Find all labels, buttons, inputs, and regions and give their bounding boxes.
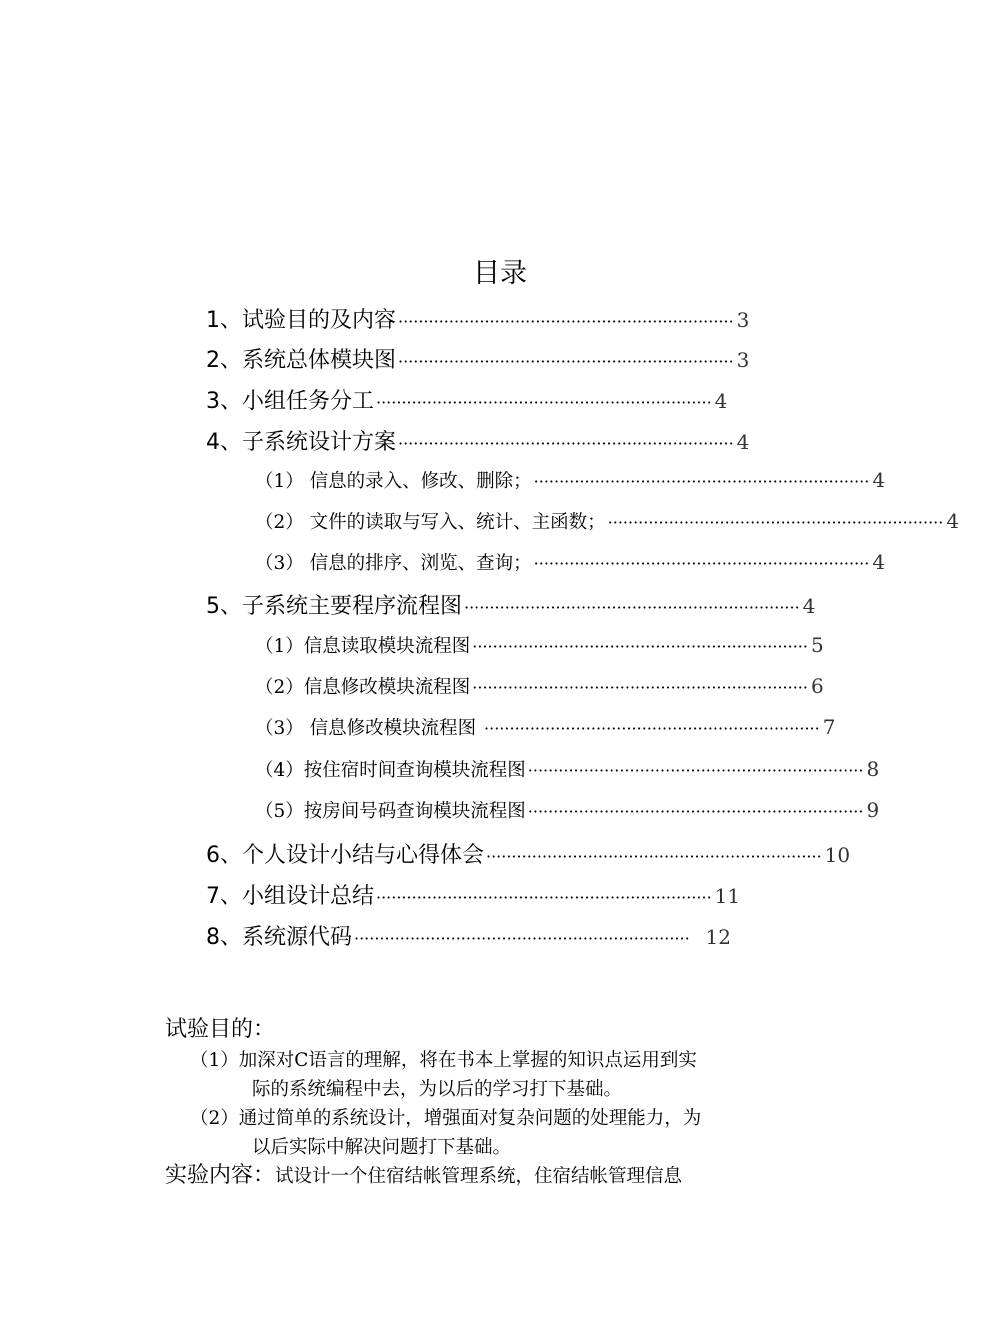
toc-page-number: 11 <box>714 884 741 908</box>
toc-entry-label: 1、试验目的及内容 <box>206 308 396 333</box>
toc-entry-label: （1）信息读取模块流程图 <box>255 636 471 657</box>
toc-entry[interactable] <box>206 589 816 620</box>
toc-entry-label: （3） 信息修改模块流程图 <box>255 718 483 739</box>
content-paragraph <box>165 1161 682 1192</box>
purpose-heading: 试验目的： <box>165 1017 276 1042</box>
toc-leader: ·································································· <box>533 472 870 491</box>
toc-subentry[interactable] <box>255 714 836 740</box>
toc-leader: ·································································· <box>354 929 690 948</box>
content-heading: 实验内容： <box>165 1163 276 1188</box>
purpose-item-1-line-2: 际的系统编程中去，为以后的学习打下基础。 <box>252 1079 623 1100</box>
toc-entry[interactable] <box>206 343 750 374</box>
toc-entry[interactable] <box>206 920 731 951</box>
toc-leader: ·································································· <box>533 554 870 573</box>
toc-entry-label: 5、子系统主要程序流程图 <box>206 594 462 619</box>
toc-title: 目录 <box>473 258 527 289</box>
toc-entry-label: （1） 信息的录入、修改、删除； <box>255 471 532 492</box>
toc-entry-label: （4）按住宿时间查询模块流程图 <box>255 760 526 781</box>
toc-page-number: 4 <box>872 550 886 574</box>
toc-leader: ·································································· <box>376 888 712 907</box>
toc-leader: ·································································· <box>398 434 734 453</box>
toc-page-number: 4 <box>736 430 750 454</box>
toc-entry[interactable] <box>206 879 741 910</box>
toc-leader: ·································································· <box>398 352 734 371</box>
toc-page-number: 5 <box>810 633 824 657</box>
toc-entry[interactable] <box>206 303 750 334</box>
toc-entry-label: （2）信息修改模块流程图 <box>255 677 471 698</box>
toc-page-number: 4 <box>872 468 886 492</box>
toc-leader: ·································································· <box>607 513 944 532</box>
toc-subentry[interactable] <box>255 756 880 782</box>
toc-page-number: 4 <box>714 389 728 413</box>
toc-page-number: 12 <box>705 925 731 949</box>
toc-leader: ·································································· <box>376 393 712 412</box>
toc-entry-label: 8、系统源代码 <box>206 925 352 950</box>
purpose-item-2-line-1: （2）通过简单的系统设计，增强面对复杂问题的处理能力，为 <box>190 1108 702 1129</box>
toc-page-number: 4 <box>802 594 816 618</box>
toc-entry-label: （5）按房间号码查询模块流程图 <box>255 801 526 822</box>
toc-entry[interactable] <box>206 838 851 869</box>
toc-leader: ·································································· <box>464 598 800 617</box>
toc-page-number: 4 <box>946 509 960 533</box>
toc-entry[interactable] <box>206 425 750 456</box>
toc-leader: ·································································· <box>527 761 864 780</box>
toc-leader: ·································································· <box>484 719 820 738</box>
toc-subentry[interactable] <box>255 797 880 823</box>
toc-leader: ·································································· <box>472 637 808 656</box>
toc-page-number: 3 <box>736 348 750 372</box>
toc-entry-label: 6、个人设计小结与心得体会 <box>206 843 484 868</box>
toc-page-number: 9 <box>866 798 880 822</box>
purpose-item-2-line-2: 以后实际中解决问题打下基础。 <box>252 1137 512 1158</box>
toc-subentry[interactable] <box>255 508 960 534</box>
toc-entry-label: 3、小组任务分工 <box>206 389 374 414</box>
purpose-item-1-line-1: （1）加深对C语言的理解，将在书本上掌握的知识点运用到实 <box>190 1050 697 1071</box>
toc-page-number: 7 <box>822 715 836 739</box>
toc-subentry[interactable] <box>255 549 886 575</box>
toc-subentry[interactable] <box>255 632 824 658</box>
toc-entry[interactable] <box>206 384 728 415</box>
toc-leader: ·································································· <box>486 847 822 866</box>
toc-leader: ·································································· <box>472 678 808 697</box>
toc-entry-label: 4、子系统设计方案 <box>206 430 396 455</box>
toc-leader: ·································································· <box>398 312 734 331</box>
toc-leader: ·································································· <box>527 802 864 821</box>
toc-entry-label: 7、小组设计总结 <box>206 884 374 909</box>
toc-page-number: 8 <box>866 757 880 781</box>
toc-subentry[interactable] <box>255 467 886 493</box>
toc-page-number: 10 <box>824 843 851 867</box>
toc-page-number: 3 <box>736 308 750 332</box>
toc-entry-label: 2、系统总体模块图 <box>206 348 396 373</box>
toc-entry-label: （2） 文件的读取与写入、统计、主函数； <box>255 512 606 533</box>
content-text: 试设计一个住宿结帐管理系统，住宿结帐管理信息 <box>275 1166 683 1187</box>
toc-page-number: 6 <box>810 674 824 698</box>
toc-entry-label: （3） 信息的排序、浏览、查询； <box>255 553 532 574</box>
toc-subentry[interactable] <box>255 673 824 699</box>
